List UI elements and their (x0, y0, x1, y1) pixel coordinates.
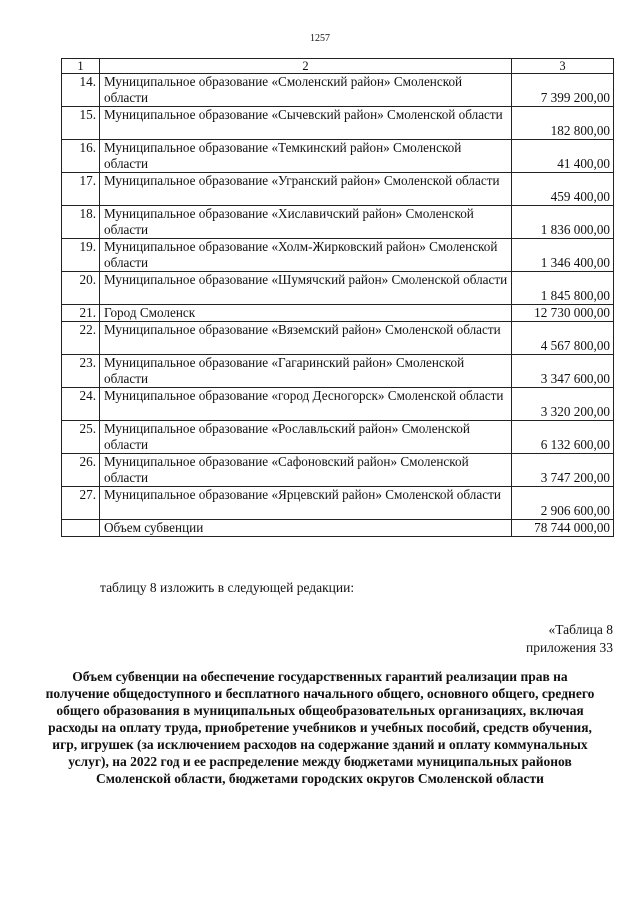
row-amount: 2 906 600,00 (512, 487, 614, 520)
header-col-3: 3 (512, 59, 614, 74)
row-name: Муниципальное образование «Шумячский район» Смоленской области (100, 272, 512, 305)
table-row (62, 140, 614, 173)
row-number: 16. (62, 140, 100, 173)
row-name: Муниципальное образование «Гагаринский район» Смоленской области (100, 355, 512, 388)
table-header-row (62, 59, 614, 74)
total-amount: 78 744 000,00 (512, 520, 614, 537)
table-total-row (62, 520, 614, 537)
table-ref-line-1: «Таблица 8 (548, 622, 613, 637)
row-amount: 7 399 200,00 (512, 74, 614, 107)
row-name: Муниципальное образование «Холм-Жирковский район» Смоленской области (100, 239, 512, 272)
subvention-table (61, 58, 614, 537)
table-row (62, 239, 614, 272)
row-amount: 3 320 200,00 (512, 388, 614, 421)
row-name: Муниципальное образование «Угранский район» Смоленской области (100, 173, 512, 206)
row-number: 23. (62, 355, 100, 388)
table-row (62, 206, 614, 239)
row-amount: 1 836 000,00 (512, 206, 614, 239)
row-name: Муниципальное образование «Рославльский район» Смоленской области (100, 421, 512, 454)
section-title: Объем субвенции на обеспечение государственных гарантий реализации прав на получение общедоступного и бесплатного начального общего, основного общего, среднего общего образования в муниципальных общеобразовательных организациях, включая расходы на оплату труда, приобретение учебников и учебных пособий, средств обучения, игр, игрушек (за исключением расходов на содержание зданий и оплату коммунальных услуг), на 2022 год и ее распределение между бюджетами муниципальных районов Смоленской области, бюджетами городских округов Смоленской области (45, 669, 595, 786)
row-name: Муниципальное образование «Темкинский район» Смоленской области (100, 140, 512, 173)
table-row (62, 454, 614, 487)
row-number: 18. (62, 206, 100, 239)
page-number: 1257 (310, 33, 330, 44)
table-row (62, 388, 614, 421)
row-amount: 1 845 800,00 (512, 272, 614, 305)
row-number: 17. (62, 173, 100, 206)
row-name: Муниципальное образование «Смоленский район» Смоленской области (100, 74, 512, 107)
row-number: 25. (62, 421, 100, 454)
header-col-2: 2 (100, 59, 512, 74)
table-row (62, 322, 614, 355)
table-reference (526, 621, 613, 657)
row-number: 22. (62, 322, 100, 355)
row-amount: 3 347 600,00 (512, 355, 614, 388)
table-row (62, 487, 614, 520)
row-number: 24. (62, 388, 100, 421)
row-number: 21. (62, 305, 100, 322)
row-amount: 4 567 800,00 (512, 322, 614, 355)
table-row (62, 355, 614, 388)
header-col-1: 1 (62, 59, 100, 74)
row-amount: 459 400,00 (512, 173, 614, 206)
row-number: 20. (62, 272, 100, 305)
row-number: 19. (62, 239, 100, 272)
row-number: 14. (62, 74, 100, 107)
row-number: 27. (62, 487, 100, 520)
table-row (62, 421, 614, 454)
total-number-cell (62, 520, 100, 537)
row-amount: 3 747 200,00 (512, 454, 614, 487)
row-amount: 12 730 000,00 (512, 305, 614, 322)
row-name: Муниципальное образование «Хиславичский район» Смоленской области (100, 206, 512, 239)
row-name: Муниципальное образование «город Десногорск» Смоленской области (100, 388, 512, 421)
table-row (62, 74, 614, 107)
row-number: 26. (62, 454, 100, 487)
row-amount: 6 132 600,00 (512, 421, 614, 454)
table-row (62, 107, 614, 140)
row-number: 15. (62, 107, 100, 140)
row-name: Муниципальное образование «Сычевский район» Смоленской области (100, 107, 512, 140)
instruction-text: таблицу 8 изложить в следующей редакции: (100, 580, 355, 595)
table-row (62, 305, 614, 322)
row-name: Муниципальное образование «Сафоновский район» Смоленской области (100, 454, 512, 487)
row-name: Город Смоленск (100, 305, 512, 322)
table-ref-line-2: приложения 33 (525, 640, 613, 655)
table-row (62, 173, 614, 206)
row-amount: 1 346 400,00 (512, 239, 614, 272)
row-amount: 182 800,00 (512, 107, 614, 140)
total-label: Объем субвенции (100, 520, 512, 537)
row-amount: 41 400,00 (512, 140, 614, 173)
row-name: Муниципальное образование «Ярцевский район» Смоленской области (100, 487, 512, 520)
row-name: Муниципальное образование «Вяземский район» Смоленской области (100, 322, 512, 355)
table-row (62, 272, 614, 305)
